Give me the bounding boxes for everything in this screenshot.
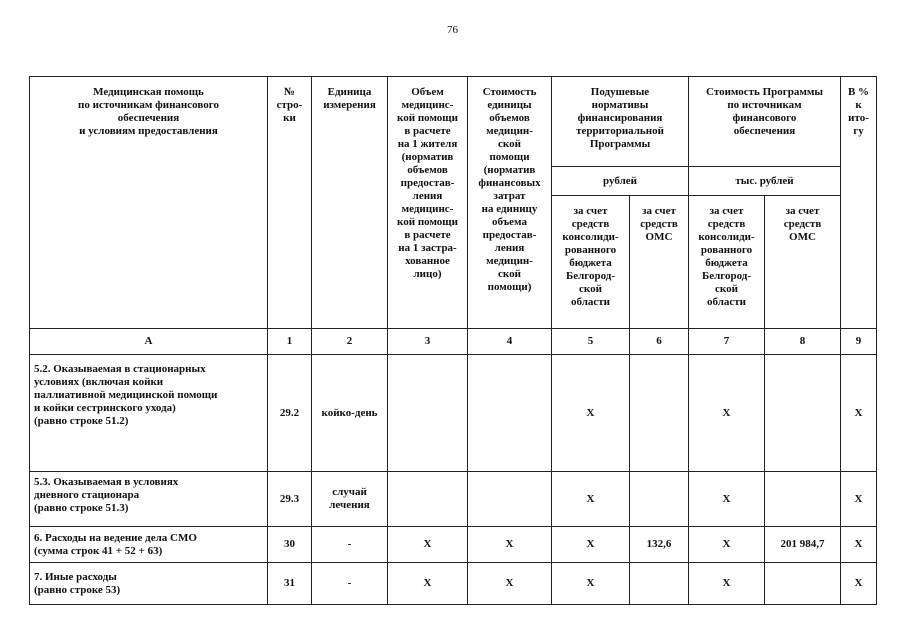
table-row: [30, 527, 877, 563]
cell-col8: 201 984,7: [765, 527, 841, 563]
cell-col3: Х: [388, 527, 468, 563]
header-regional-budget-cost: за счет средств консолиди- рованного бюджета Белгород- ской области: [689, 196, 765, 329]
header-regional-budget-per-capita: за счет средств консолиди- рованного бюджета Белгород- ской области: [552, 196, 630, 329]
cell-col6: [630, 563, 689, 605]
row-line-number: 29.3: [268, 472, 312, 527]
column-number: 9: [841, 329, 877, 355]
column-number: 1: [268, 329, 312, 355]
column-number: А: [30, 329, 268, 355]
row-name: 5.3. Оказываемая в условиях дневного стационара (равно строке 51.3): [30, 472, 268, 527]
cell-col9: Х: [841, 527, 877, 563]
cell-col9: Х: [841, 563, 877, 605]
cell-col4: [468, 472, 552, 527]
column-number: 4: [468, 329, 552, 355]
row-unit: случай лечения: [312, 472, 388, 527]
table-row: [30, 472, 877, 527]
cell-col4: [468, 355, 552, 472]
cell-col3: [388, 355, 468, 472]
header-program-cost: Стоимость Программы по источникам финансового обеспечения: [689, 77, 841, 167]
cell-col5: Х: [552, 472, 630, 527]
row-name: 5.2. Оказываемая в стационарных условиях (включая койки паллиативной медицинской помощи и койки сестринского ухода) (равно строке 51.2): [30, 355, 268, 472]
header-per-capita-standards: Подушевые нормативы финансирования территориальной Программы: [552, 77, 689, 167]
cell-col7: Х: [689, 355, 765, 472]
header-percent-total: В % к ито- гу: [841, 77, 877, 329]
row-line-number: 29.2: [268, 355, 312, 472]
cell-col8: [765, 563, 841, 605]
cell-col8: [765, 472, 841, 527]
row-line-number: 31: [268, 563, 312, 605]
column-number-row: [30, 329, 877, 355]
cell-col7: Х: [689, 563, 765, 605]
cell-col9: Х: [841, 472, 877, 527]
cell-col6: [630, 355, 689, 472]
column-number: 6: [630, 329, 689, 355]
column-number: 2: [312, 329, 388, 355]
header-unit-rubles: рублей: [552, 167, 689, 196]
row-name: 7. Иные расходы (равно строке 53): [30, 563, 268, 605]
page-number: 76: [447, 24, 458, 36]
row-line-number: 30: [268, 527, 312, 563]
header-oms-per-capita: за счет средств ОМС: [630, 196, 689, 329]
row-name: 6. Расходы на ведение дела СМО (сумма строк 41 + 52 + 63): [30, 527, 268, 563]
header-row-top: [30, 77, 877, 167]
header-line-number: № стро- ки: [268, 77, 312, 329]
cell-col7: Х: [689, 527, 765, 563]
cell-col4: Х: [468, 563, 552, 605]
header-volume: Объем медицинс- кой помощи в расчете на 1 жителя (норматив объемов предостав- ления медицинс- кой помощи в расчете на 1 застра- хованное лицо): [388, 77, 468, 329]
cell-col3: Х: [388, 563, 468, 605]
table-row: [30, 355, 877, 472]
cell-col6: 132,6: [630, 527, 689, 563]
cell-col5: Х: [552, 355, 630, 472]
cell-col7: Х: [689, 472, 765, 527]
header-oms-cost: за счет средств ОМС: [765, 196, 841, 329]
row-unit: -: [312, 527, 388, 563]
cell-col9: Х: [841, 355, 877, 472]
cell-col5: Х: [552, 527, 630, 563]
cell-col4: Х: [468, 527, 552, 563]
financing-table: [29, 76, 877, 605]
column-number: 5: [552, 329, 630, 355]
column-number: 3: [388, 329, 468, 355]
table-row: [30, 563, 877, 605]
column-number: 8: [765, 329, 841, 355]
column-number: 7: [689, 329, 765, 355]
cell-col5: Х: [552, 563, 630, 605]
cell-col3: [388, 472, 468, 527]
row-unit: -: [312, 563, 388, 605]
row-unit: койко-день: [312, 355, 388, 472]
header-unit-cost: Стоимость единицы объемов медицин- ской помощи (норматив финансовых затрат на единицу объема предостав- ления медицин- ской помощи): [468, 77, 552, 329]
header-medical-care: Медицинская помощь по источникам финансового обеспечения и условиям предоставления: [30, 77, 268, 329]
cell-col8: [765, 355, 841, 472]
cell-col6: [630, 472, 689, 527]
header-unit: Единица измерения: [312, 77, 388, 329]
header-unit-thousand-rubles: тыс. рублей: [689, 167, 841, 196]
